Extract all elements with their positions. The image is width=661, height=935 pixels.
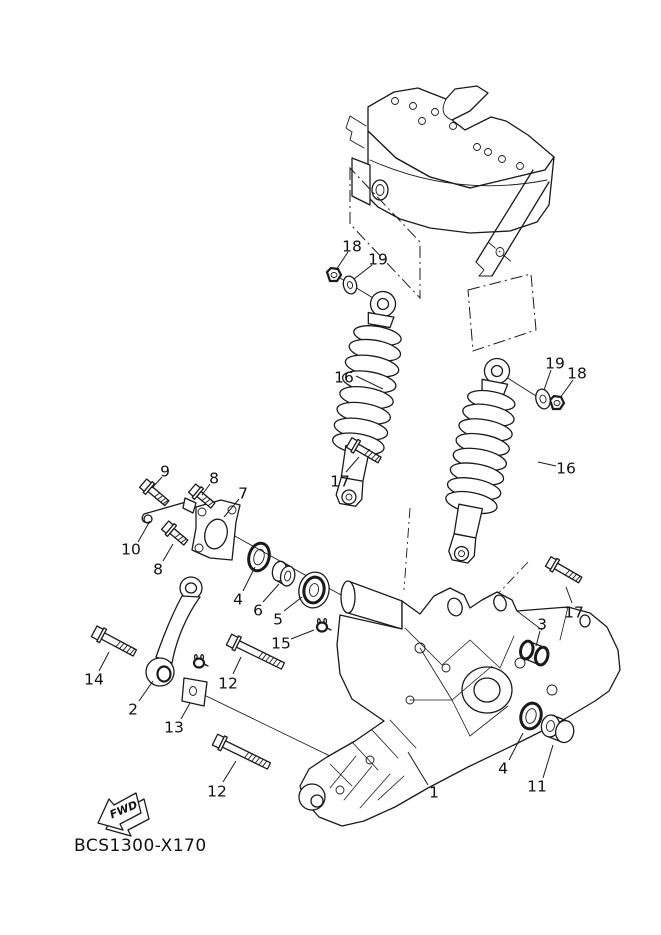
callout-leader-16 <box>538 462 556 466</box>
fwd-arrow <box>98 793 149 836</box>
spring-clip-15 <box>317 619 331 632</box>
callout-part-6[interactable]: 6 <box>253 601 263 620</box>
callout-part-12[interactable]: 12 <box>218 674 238 693</box>
oil-seal-left <box>246 541 273 573</box>
callout-leader-19 <box>544 370 551 390</box>
bolt-17-right <box>545 555 584 586</box>
callout-part-4[interactable]: 4 <box>498 759 508 778</box>
callout-part-17[interactable]: 17 <box>330 472 350 491</box>
callout-leader-15 <box>291 630 314 639</box>
nut-18-left <box>327 268 341 281</box>
bracket-plate <box>192 500 240 560</box>
callout-part-16[interactable]: 16 <box>556 459 576 478</box>
callout-part-18[interactable]: 18 <box>567 364 587 383</box>
relay-arm <box>146 577 202 686</box>
callout-part-3[interactable]: 3 <box>537 615 547 634</box>
callout-part-8[interactable]: 8 <box>209 469 219 488</box>
callout-part-12[interactable]: 12 <box>207 782 227 801</box>
callout-part-14[interactable]: 14 <box>84 670 104 689</box>
spring-clip-left <box>194 655 208 668</box>
callout-part-4[interactable]: 4 <box>233 590 243 609</box>
callout-leader-10 <box>138 521 150 542</box>
callout-part-8[interactable]: 8 <box>153 560 163 579</box>
fwd-label: FWD <box>107 798 140 822</box>
frame-bracket <box>346 86 554 276</box>
callout-leader-18 <box>560 380 573 398</box>
callout-part-16[interactable]: 16 <box>334 368 354 387</box>
diagram-code: BCS1300-X170 <box>74 836 207 856</box>
link-plate <box>182 678 207 706</box>
callout-part-19[interactable]: 19 <box>545 354 565 373</box>
callout-leader-2 <box>139 681 153 701</box>
callout-leader-8 <box>163 544 173 561</box>
bolt-14 <box>91 625 139 660</box>
callout-leader-5 <box>284 597 302 611</box>
bearing-5 <box>296 569 333 610</box>
callout-leader-17 <box>566 587 572 603</box>
callout-leader-6 <box>263 584 279 602</box>
callout-leader-13 <box>181 703 190 719</box>
callout-part-17[interactable]: 17 <box>564 603 584 622</box>
wire-guide <box>142 498 196 523</box>
callout-part-10[interactable]: 10 <box>121 540 141 559</box>
washer-19-right <box>534 388 553 411</box>
callout-part-1[interactable]: 1 <box>429 783 439 802</box>
callout-part-13[interactable]: 13 <box>164 718 184 737</box>
collar-11 <box>539 714 576 744</box>
callout-leader-11 <box>543 745 553 778</box>
callout-leader-12 <box>233 657 241 674</box>
callout-part-18[interactable]: 18 <box>342 237 362 256</box>
callout-leader-12 <box>223 761 236 782</box>
shock-absorber-right <box>433 354 525 567</box>
callout-leader-14 <box>99 652 109 671</box>
callout-part-2[interactable]: 2 <box>128 700 138 719</box>
callout-part-7[interactable]: 7 <box>238 484 248 503</box>
nut-18-right <box>550 396 564 409</box>
callout-part-5[interactable]: 5 <box>273 610 283 629</box>
collar-6 <box>270 560 297 587</box>
callout-part-11[interactable]: 11 <box>527 777 547 796</box>
callout-part-15[interactable]: 15 <box>271 634 291 653</box>
callout-part-9[interactable]: 9 <box>160 462 170 481</box>
phantom-box-right <box>468 274 536 351</box>
bolt-8-lower <box>161 520 191 548</box>
callout-leader-4 <box>243 567 255 591</box>
callout-part-19[interactable]: 19 <box>368 250 388 269</box>
bolt-9 <box>139 478 172 509</box>
bolt-12-lower <box>212 733 273 773</box>
